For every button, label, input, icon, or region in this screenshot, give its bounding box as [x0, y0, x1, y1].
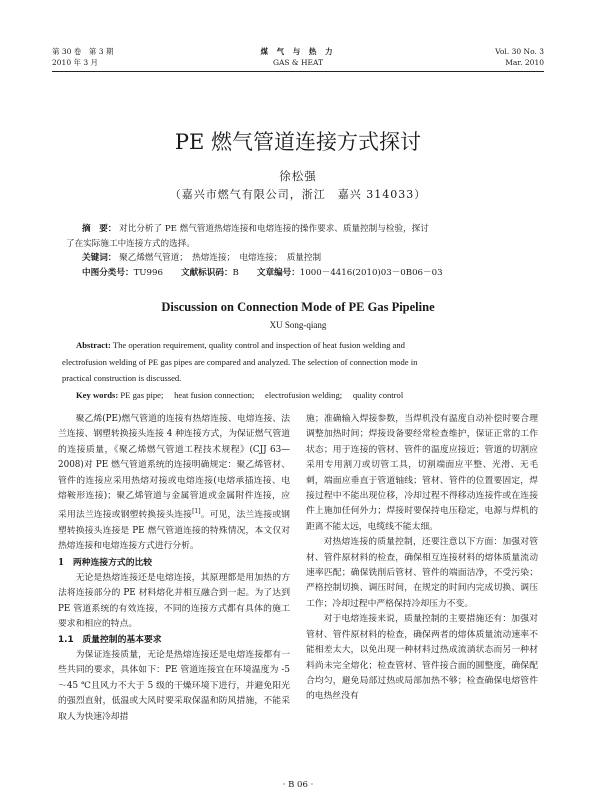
- body-column-left: [58, 412, 290, 725]
- publication-date-en: Mar. 2010: [505, 58, 544, 67]
- body-paragraph: 施；准确输入焊接参数，当焊机没有温度自动补偿时要合理调整加热时间；焊接设备要经常检查维护，保证正常的工作状态；用于连接的管材、管件的温度应接近；管道的切割应采用专用割刀或切管工具，切割端面应平整、光滑、无毛刺，端面应垂直于管道轴线；管材、管件的位置要固定，焊接过程中不能出现位移，冷却过程不得移动连接件或在连接件上施加任何外力；焊接时要保持电压稳定，电源与焊机的距离不能太远，电缆线不能太细。: [306, 414, 538, 532]
- body-paragraph: 对于电熔连接来说，质量控制的主要措施还有：加强对管材、管件原材料的检查，确保两者的熔体质量流动速率不能相差太大，以免出现一种材料过热成流淌状态而另一种材料尚未完全熔化；检查管材、管件接合面的圆整度，确保配合均匀，避免局部过热或局部加热不够；检查确保电熔管件的电热丝没有: [306, 614, 538, 702]
- abstract-cn-label: 摘 要：: [82, 224, 117, 234]
- abstract-en-line2: electrofusion welding of PE gas pipes are compared and analyzed. The selection of connection mode in: [62, 356, 418, 367]
- running-header-right: [495, 46, 544, 68]
- volume-issue-en: Vol. 30 No. 3: [495, 47, 544, 56]
- clc-number: 中图分类号：TU996: [82, 267, 163, 278]
- abstract-cn-text-2: 了在实际施工中连接方式的选择。: [66, 238, 195, 249]
- paper-title-en: Discussion on Connection Mode of PE Gas Pipeline: [161, 300, 435, 314]
- volume-issue: 第 30 卷 第 3 期: [52, 47, 114, 56]
- abstract-en: [62, 337, 534, 354]
- citation-ref: [1]: [192, 508, 201, 516]
- publication-date: 2010 年 3 月: [52, 58, 99, 67]
- keywords-cn: [66, 251, 534, 266]
- page-number: · B 06 ·: [282, 780, 314, 790]
- classification-row: [66, 266, 534, 281]
- author-en: XU Song-qiang: [269, 320, 327, 330]
- abstract-en-label: Abstract:: [76, 340, 111, 350]
- abstract-en-line1: The operation requirement, quality control and inspection of heat fusion welding and: [112, 340, 405, 350]
- abstract-en-line3: practical construction is discussed.: [62, 373, 182, 383]
- keywords-en: [62, 387, 534, 404]
- abstract-cn: [66, 222, 534, 237]
- abstract-cn-block: [66, 222, 534, 280]
- keywords-en-text: PE gas pipe; heat fusion connection; electrofusion welding; quality control: [120, 389, 404, 400]
- author-cn: 徐松强: [279, 169, 317, 183]
- abstract-cn-text: 对比分析了 PE 燃气管道热熔连接和电熔连接的操作要求、质量控制与检验，探讨: [119, 224, 429, 234]
- keywords-en-label: Key words:: [76, 389, 119, 400]
- paper-title-cn: PE 燃气管道连接方式探讨: [174, 130, 422, 154]
- body-column-right: [306, 412, 538, 705]
- body-paragraph: 聚乙烯(PE)燃气管道的连接有热熔连接、电熔连接、法兰连接、钢塑转换接头连接 4 种连接方式，为保证燃气管道的连接质量，《聚乙烯燃气管道工程技术规程》(CJJ 63—2008)对 PE 燃气管道系统的连接明确规定：聚乙烯管材、管件的连接应采用热熔对接或电熔连接(电熔承插连接、电熔鞍形连接)；聚乙烯管道与金属管道或金属附件连接，应采用法兰连接或钢塑转换接头连接[1]。可见，法兰连接或钢塑转换接头连接是 PE 燃气管道连接的特殊情况，本文仅对热熔连接和电熔连接方式进行分析。: [58, 414, 290, 552]
- header-divider: [52, 71, 544, 72]
- body-paragraph: 为保证连接质量，无论是热熔连接还是电熔连接都有一些共同的要求，具体如下：PE 管道连接宜在环境温度为 -5～45 ℃且风力不大于 5 级的干燥环境下进行，并避免阳光的强烈直射，低温或大风时要采取保温和防风措施，不能采取人为快速冷却措: [58, 650, 290, 722]
- body-paragraph: 无论是热熔连接还是电熔连接，其原理都是用加热的方法将连接部分的 PE 材料熔化并相互融合到一起。为了达到 PE 管道系统的有效连接，不同的连接方式都有具体的施工要求和相应的特点。: [58, 572, 290, 630]
- affiliation-cn: （嘉兴市燃气有限公司，浙江 嘉兴 314033）: [169, 188, 427, 201]
- keywords-cn-text: 聚乙烯燃气管道； 热熔连接； 电熔连接； 质量控制: [119, 253, 322, 263]
- journal-name-en: GAS & HEAT: [272, 58, 323, 67]
- section-heading: 1 两种连接方式的比较: [58, 557, 153, 568]
- journal-name-cn: 煤 气 与 热 力: [260, 47, 336, 56]
- body-paragraph: 对热熔连接的质量控制，还要注意以下方面：加强对管材、管件原材料的检查，确保相互连接材料的熔体质量流动速率匹配；确保铣削后管材、管件的端面洁净，不受污染；严格控制切换、调压时间，在规定的时间内完成切换、调压工作；冷却过程中严格保持冷却压力不变。: [306, 537, 538, 609]
- document-code: 文献标识码：B: [180, 267, 239, 278]
- keywords-cn-label: 关键词：: [82, 253, 117, 263]
- abstract-en-block: [62, 337, 534, 403]
- subsection-heading: 1.1 质量控制的基本要求: [58, 634, 162, 645]
- article-number: 文章编号：1000－4416(2010)03－0B06－03: [256, 267, 443, 278]
